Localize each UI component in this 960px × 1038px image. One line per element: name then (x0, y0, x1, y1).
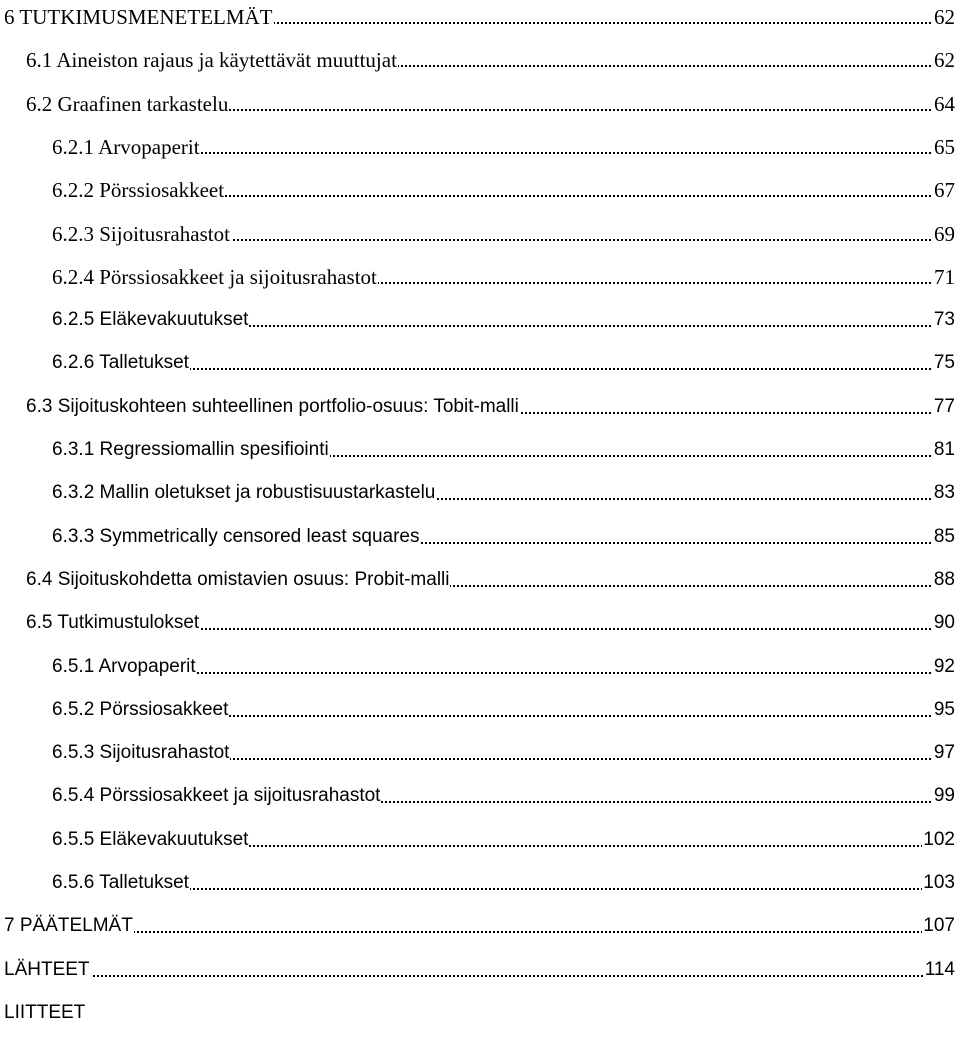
toc-entry-title: LÄHTEET (4, 955, 91, 985)
toc-page-number: 114 (924, 955, 955, 985)
toc-page-number: 95 (933, 695, 955, 725)
toc-page-number: 62 (933, 45, 955, 75)
toc-page-number: 107 (922, 911, 955, 941)
toc-page-number: 97 (933, 738, 955, 768)
toc-entry[interactable] (52, 262, 955, 292)
toc-entry-title: 6.3.3 Symmetrically censored least squares (52, 522, 421, 552)
toc-entry[interactable] (4, 998, 955, 1028)
toc-page-number: 102 (922, 825, 955, 855)
toc-dot-leader (4, 975, 955, 977)
toc-entry[interactable] (52, 348, 955, 378)
toc-entry[interactable] (52, 738, 955, 768)
toc-page-number: 88 (933, 565, 955, 595)
toc-page-number: 71 (933, 262, 955, 292)
toc-entry-title: 6.5.4 Pörssiosakkeet ja sijoitusrahastot (52, 781, 381, 811)
toc-entry[interactable] (52, 132, 955, 162)
toc-entry[interactable] (4, 955, 955, 985)
toc-entry[interactable] (52, 478, 955, 508)
toc-entry-title: 7 PÄÄTELMÄT (4, 911, 134, 941)
toc-entry-title: 6.2.6 Talletukset (52, 348, 190, 378)
toc-page-number: 103 (922, 868, 955, 898)
toc-entry[interactable] (52, 868, 955, 898)
toc-entry-title: 6.2 Graafinen tarkastelu (26, 89, 229, 119)
toc-page-number: 77 (933, 392, 955, 422)
toc-page-number: 65 (933, 132, 955, 162)
toc-page-number: 67 (933, 175, 955, 205)
toc-page-number: 64 (933, 89, 955, 119)
toc-page-number: 90 (933, 608, 955, 638)
toc-entry-title: 6.3.1 Regressiomallin spesifiointi (52, 435, 330, 465)
toc-entry[interactable] (26, 608, 955, 638)
toc-entry-title: 6.1 Aineiston rajaus ja käytettävät muuttujat (26, 45, 398, 75)
toc-entry-title: 6.3.2 Mallin oletukset ja robustisuustarkastelu (52, 478, 436, 508)
toc-page-number: 85 (933, 522, 955, 552)
toc-entry-title: 6.2.5 Eläkevakuutukset (52, 305, 249, 335)
toc-page-number: 99 (933, 781, 955, 811)
toc-entry[interactable] (52, 175, 955, 205)
toc-entry[interactable] (26, 565, 955, 595)
toc-entry-title: 6.2.4 Pörssiosakkeet ja sijoitusrahastot (52, 262, 378, 292)
toc-entry-title: 6.2.2 Pörssiosakkeet (52, 175, 225, 205)
toc-entry-title: 6.2.3 Sijoitusrahastot (52, 219, 231, 249)
toc-entry-title: 6.5.5 Eläkevakuutukset (52, 825, 249, 855)
toc-entry[interactable] (52, 305, 955, 335)
toc-entry-title: 6.5.6 Talletukset (52, 868, 190, 898)
toc-entry[interactable] (52, 695, 955, 725)
toc-entry-title: 6.4 Sijoituskohdetta omistavien osuus: Probit-malli (26, 565, 450, 595)
toc-entry[interactable] (52, 435, 955, 465)
toc-page-number: 73 (933, 305, 955, 335)
toc-entry[interactable] (26, 392, 955, 422)
toc-page-number: 81 (933, 435, 955, 465)
toc-entry[interactable] (26, 45, 955, 75)
toc-page-number: 62 (933, 2, 955, 32)
toc-entry-title: 6 TUTKIMUSMENETELMÄT (4, 2, 274, 32)
toc-entry-title: 6.5.3 Sijoitusrahastot (52, 738, 230, 768)
toc-entry[interactable] (52, 219, 955, 249)
toc-entry-title: 6.5.2 Pörssiosakkeet (52, 695, 229, 725)
toc-entry-title: 6.2.1 Arvopaperit (52, 132, 201, 162)
toc-entry[interactable] (52, 825, 955, 855)
toc-page-number: 69 (933, 219, 955, 249)
toc-entry[interactable] (26, 89, 955, 119)
toc-entry[interactable] (4, 2, 955, 32)
toc-page-number: 83 (933, 478, 955, 508)
toc-dot-leader (4, 931, 955, 933)
toc-entry[interactable] (52, 522, 955, 552)
toc-entry-title: LIITTEET (4, 998, 86, 1028)
toc-entry[interactable] (52, 652, 955, 682)
toc-entry-title: 6.3 Sijoituskohteen suhteellinen portfolio-osuus: Tobit-malli (26, 392, 520, 422)
toc-entry[interactable] (4, 911, 955, 941)
toc-entry-title: 6.5.1 Arvopaperit (52, 652, 197, 682)
toc-page-number: 92 (933, 652, 955, 682)
toc-entry[interactable] (52, 781, 955, 811)
toc-page-number: 75 (933, 348, 955, 378)
toc-entry-title: 6.5 Tutkimustulokset (26, 608, 200, 638)
